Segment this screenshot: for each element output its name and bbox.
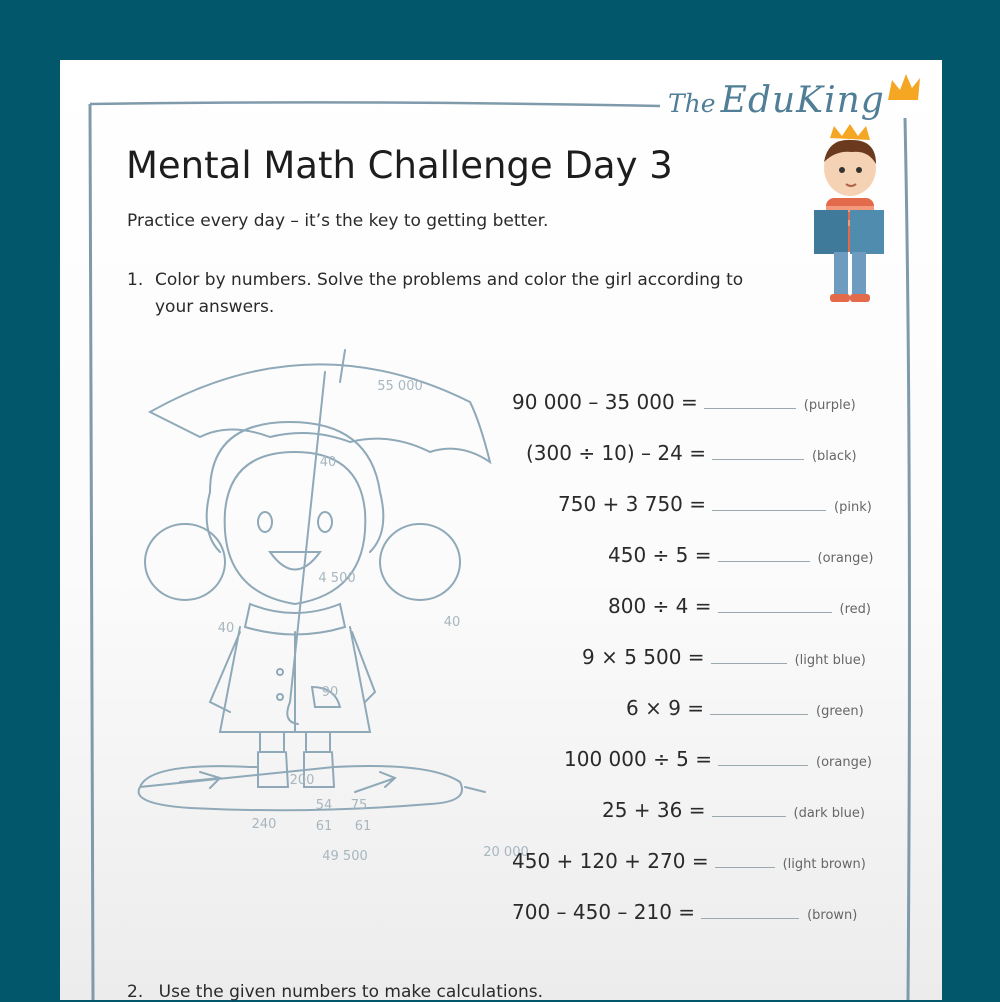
girl-label: 61 (315, 819, 333, 834)
equation-row (512, 849, 866, 873)
girl-label: 40 (319, 455, 337, 470)
page-title: Mental Math Challenge Day 3 (126, 144, 673, 187)
equation-row (602, 798, 865, 822)
equation-expression: (300 ÷ 10) – 24 = (526, 441, 706, 465)
equation-row (608, 594, 871, 618)
question-2 (127, 982, 543, 1002)
question-2-number: 2. (127, 982, 144, 1002)
equation-expression: 9 × 5 500 = (582, 645, 705, 669)
color-hint: (dark blue) (793, 806, 865, 821)
equation-expression: 800 ÷ 4 = (608, 594, 712, 618)
answer-blank[interactable] (712, 444, 804, 460)
answer-blank[interactable] (704, 393, 796, 409)
equation-expression: 6 × 9 = (626, 696, 705, 720)
equation-expression: 100 000 ÷ 5 = (564, 747, 713, 771)
girl-label: 40 (217, 621, 235, 636)
girl-label: 75 (350, 798, 368, 813)
equation-row (526, 441, 857, 465)
girl-label: 55 000 (377, 379, 423, 394)
answer-blank[interactable] (710, 699, 808, 715)
equation-expression: 450 ÷ 5 = (608, 543, 712, 567)
girl-label: 90 (321, 685, 339, 700)
equation-row (608, 543, 873, 567)
worksheet-page (60, 60, 942, 1000)
boy-reading-illustration (800, 126, 900, 306)
answer-blank[interactable] (718, 750, 808, 766)
subtitle: Practice every day – it’s the key to getting better. (127, 211, 549, 231)
girl-label: 4 500 (318, 571, 356, 586)
answer-blank[interactable] (712, 801, 786, 817)
equation-row (512, 900, 857, 924)
color-hint: (green) (816, 704, 864, 719)
girl-label: 40 (443, 615, 461, 630)
equation-expression: 450 + 120 + 270 = (512, 849, 709, 873)
color-hint: (red) (839, 602, 871, 617)
logo-prefix: The (668, 89, 716, 118)
color-hint: (light blue) (794, 653, 866, 668)
girl-umbrella-coloring-illustration (130, 342, 529, 864)
equation-row (558, 492, 872, 516)
equation-expression: 90 000 – 35 000 = (512, 390, 698, 414)
girl-label: 61 (354, 819, 372, 834)
eduking-logo (668, 80, 885, 121)
answer-blank[interactable] (712, 495, 826, 511)
equation-row (512, 390, 856, 414)
logo-brand: EduKing (720, 80, 885, 121)
answer-blank[interactable] (718, 597, 832, 613)
color-hint: (orange) (816, 755, 872, 770)
color-hint: (light brown) (782, 857, 866, 872)
question-1 (127, 267, 777, 321)
girl-label: 20 000 (483, 845, 529, 860)
color-hint: (black) (811, 449, 857, 464)
answer-blank[interactable] (718, 546, 810, 562)
equation-expression: 25 + 36 = (602, 798, 706, 822)
answer-blank[interactable] (715, 852, 775, 868)
color-hint: (orange) (817, 551, 874, 566)
girl-label: 200 (289, 773, 315, 788)
equation-expression: 700 – 450 – 210 = (512, 900, 696, 924)
girl-label: 240 (251, 817, 277, 832)
equation-row (564, 747, 872, 771)
equation-row (626, 696, 864, 720)
logo-crown-icon (886, 72, 922, 102)
answer-blank[interactable] (711, 648, 787, 664)
question-2-text: Use the given numbers to make calculations. (158, 982, 544, 1002)
equation-expression: 750 + 3 750 = (558, 492, 707, 516)
color-hint: (purple) (803, 398, 856, 413)
equation-row (582, 645, 866, 669)
answer-blank[interactable] (701, 903, 799, 919)
question-1-number: 1. (127, 270, 144, 290)
question-1-text: Color by numbers. Solve the problems and color the girl according to your answers. (155, 270, 744, 317)
girl-label: 49 500 (322, 849, 368, 864)
girl-label: 54 (315, 798, 333, 813)
color-hint: (brown) (807, 908, 858, 923)
color-hint: (pink) (834, 500, 872, 515)
